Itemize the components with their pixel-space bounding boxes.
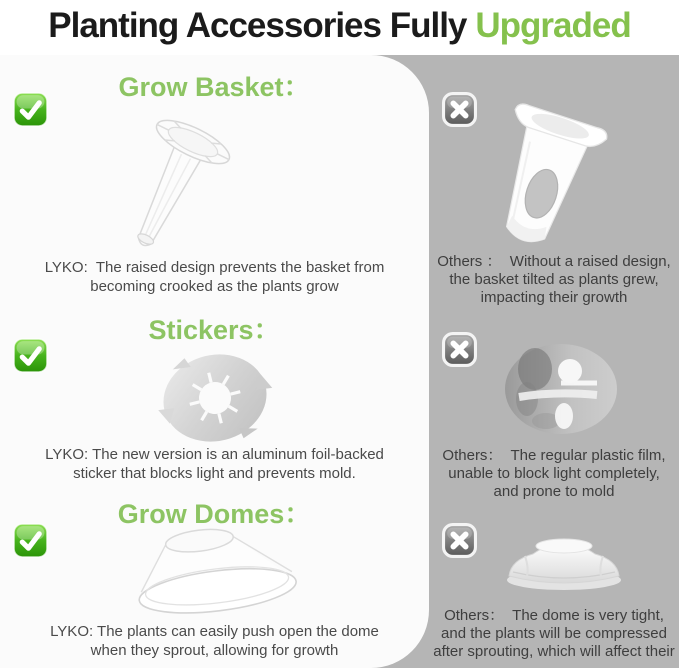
caption-line: LYKO: The raised design prevents the basket from [44,259,385,276]
caption-line: becoming crooked as the plants grow [90,278,339,295]
check-icon [13,523,48,558]
caption-line: Others： The dome is very tight, [444,607,664,624]
caption-line: LYKO: The new version is an aluminum foil-backed [45,446,384,463]
clear-grow-basket-image [105,100,325,270]
caption-line: Others ： Without a raised design, [437,253,671,270]
check-icon [13,338,48,373]
caption-line: Others： The regular plastic film, [442,447,666,464]
caption-line: the basket tilted as plants grew, [449,271,659,288]
aluminum-foil-sticker-image [140,345,290,458]
others-basket-caption [429,253,679,307]
comparison-area [0,55,679,668]
others-sticker-caption [429,447,679,501]
lyko-grow-domes-caption [0,622,429,660]
page-title [0,0,679,55]
caption-line: LYKO: The plants can easily push open the dome [50,623,379,640]
title-main: Planting Accessories Fully [48,6,467,45]
caption-line: unable to block light completely, [448,465,660,482]
x-icon [442,523,477,558]
check-icon [13,92,48,127]
caption-line: and prone to mold [493,483,615,500]
tight-grow-dome-image [499,530,629,597]
heading-stickers: Stickers： [148,315,281,345]
clear-grow-dome-image [95,521,335,626]
caption-line: and the plants will be compressed [441,625,667,642]
white-grow-basket-image [487,90,637,260]
title-accent: Upgraded [475,6,631,45]
heading-grow-basket: Grow Basket： [118,72,311,102]
caption-line: impacting their growth [480,289,628,306]
lyko-stickers-caption [0,445,429,483]
lyko-panel [0,55,429,668]
caption-line: after sprouting, which will affect their [433,643,675,660]
plastic-film-sticker-image [501,341,621,446]
x-icon [442,332,477,367]
heading-grow-domes: Grow Domes： [117,499,312,529]
lyko-grow-basket-caption [0,258,429,296]
others-panel [429,55,679,668]
others-dome-caption [429,607,679,661]
caption-line: sticker that blocks light and prevents mold. [73,465,356,482]
caption-line: when they sprout, allowing for growth [90,642,339,659]
x-icon [442,92,477,127]
